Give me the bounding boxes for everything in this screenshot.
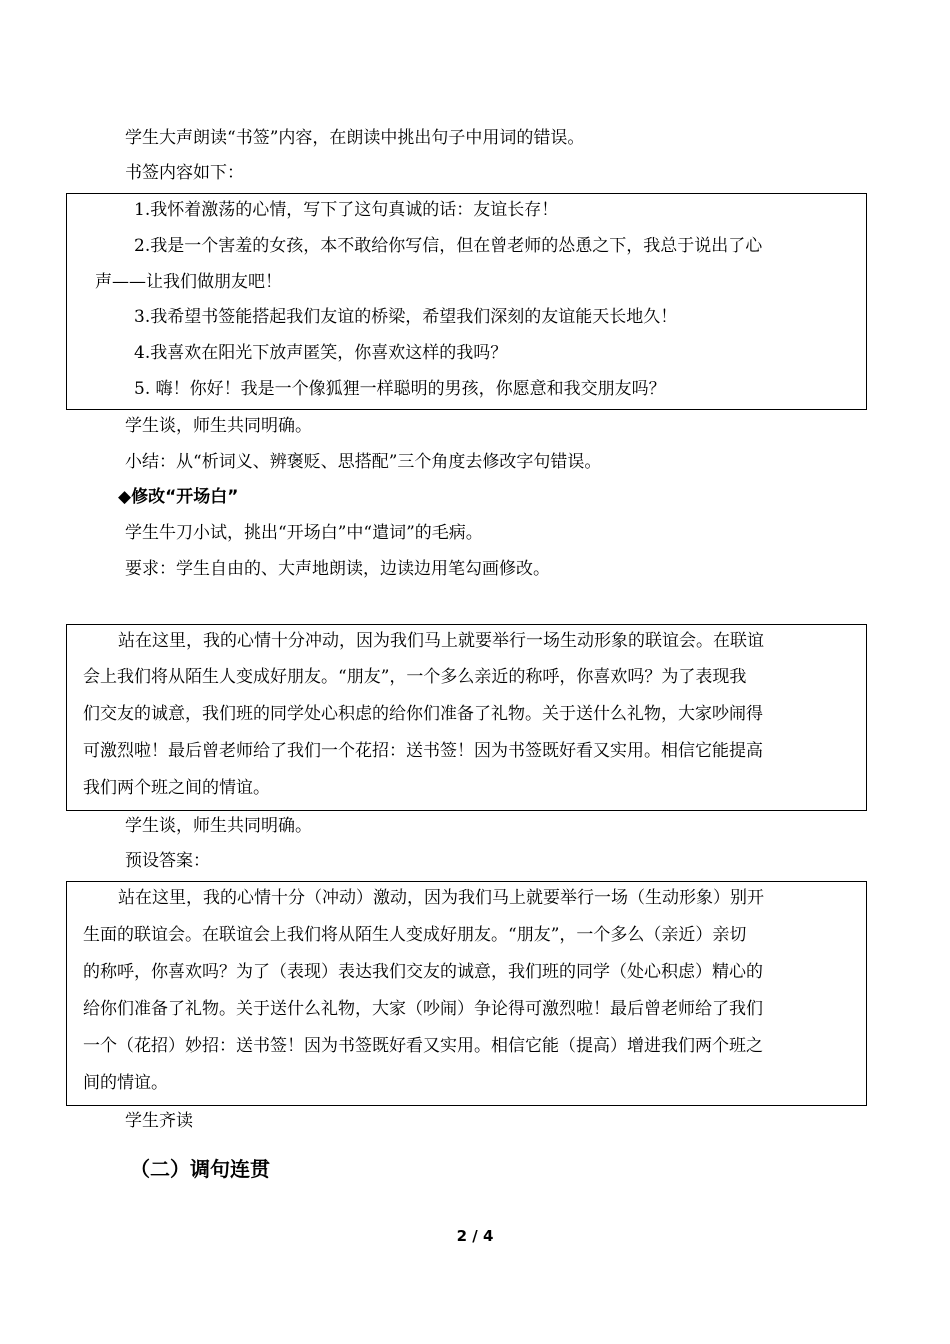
bookmark-item-1: 1.我怀着激荡的心情，写下了这句真诚的话：友谊长存！ <box>134 200 559 220</box>
bookmark-content-box <box>66 193 867 410</box>
bookmark-item-3: 3.我希望书签能搭起我们友谊的桥梁，希望我们深刻的友谊能天长地久！ <box>134 307 678 327</box>
answer-line-6: 间的情谊。 <box>83 1073 168 1093</box>
section-heading-coherence: （二）调句连贯 <box>130 1157 270 1181</box>
bookmark-item-2-line-1: 2.我是一个害羞的女孩，本不敢给你写信，但在曾老师的怂恿之下，我总于说出了心 <box>134 236 763 256</box>
closing-line: 学生齐读 <box>125 1111 193 1131</box>
after-bookmark-line-3: 学生牛刀小试，挑出“开场白”中“遣词”的毛病。 <box>125 523 483 543</box>
answer-line-2: 生面的联谊会。在联谊会上我们将从陌生人变成好朋友。“朋友”，一个多么（亲近）亲切 <box>83 925 747 945</box>
bookmark-item-5: 5. 嗨！你好！我是一个像狐狸一样聪明的男孩，你愿意和我交朋友吗？ <box>134 379 666 399</box>
answer-line-1: 站在这里，我的心情十分（冲动）激动，因为我们马上就要举行一场（生动形象）别开 <box>118 888 764 908</box>
answer-line-4: 给你们准备了礼物。关于送什么礼物，大家（吵闹）争论得可激烈啦！最后曾老师给了我们 <box>83 999 763 1019</box>
bookmark-item-2-line-2: 声——让我们做朋友吧！ <box>95 272 282 292</box>
preset-answer-label: 预设答案： <box>125 851 210 871</box>
after-bookmark-line-1: 学生谈，师生共同明确。 <box>125 416 312 436</box>
opening-line-1: 站在这里，我的心情十分冲动，因为我们马上就要举行一场生动形象的联谊会。在联谊 <box>118 631 764 651</box>
answer-text-box <box>66 881 867 1106</box>
answer-line-5: 一个（花招）妙招：送书签！因为书签既好看又实用。相信它能（提高）增进我们两个班之 <box>83 1036 763 1056</box>
section-heading-opening: ◆修改“开场白” <box>118 487 239 507</box>
after-opening-line-1: 学生谈，师生共同明确。 <box>125 816 312 836</box>
requirement-line: 要求：学生自由的、大声地朗读，边读边用笔勾画修改。 <box>125 559 550 579</box>
bookmark-item-4: 4.我喜欢在阳光下放声匿笑，你喜欢这样的我吗？ <box>134 343 508 363</box>
intro-line-1: 学生大声朗读“书签”内容，在朗读中挑出句子中用词的错误。 <box>125 128 585 148</box>
opening-line-5: 我们两个班之间的情谊。 <box>83 778 270 798</box>
page-number: 2 / 4 <box>456 1227 494 1245</box>
opening-line-2: 会上我们将从陌生人变成好朋友。“朋友”，一个多么亲近的称呼，你喜欢吗？为了表现我 <box>83 667 747 687</box>
summary-line: 小结：从“析词义、辨褒贬、思搭配”三个角度去修改字句错误。 <box>125 452 602 472</box>
answer-line-3: 的称呼，你喜欢吗？为了（表现）表达我们交友的诚意，我们班的同学（处心积虑）精心的 <box>83 962 763 982</box>
intro-line-2: 书签内容如下： <box>125 163 244 183</box>
opening-line-4: 可激烈啦！最后曾老师给了我们一个花招：送书签！因为书签既好看又实用。相信它能提高 <box>83 741 763 761</box>
opening-line-3: 们交友的诚意，我们班的同学处心积虑的给你们准备了礼物。关于送什么礼物，大家吵闹得 <box>83 704 763 724</box>
